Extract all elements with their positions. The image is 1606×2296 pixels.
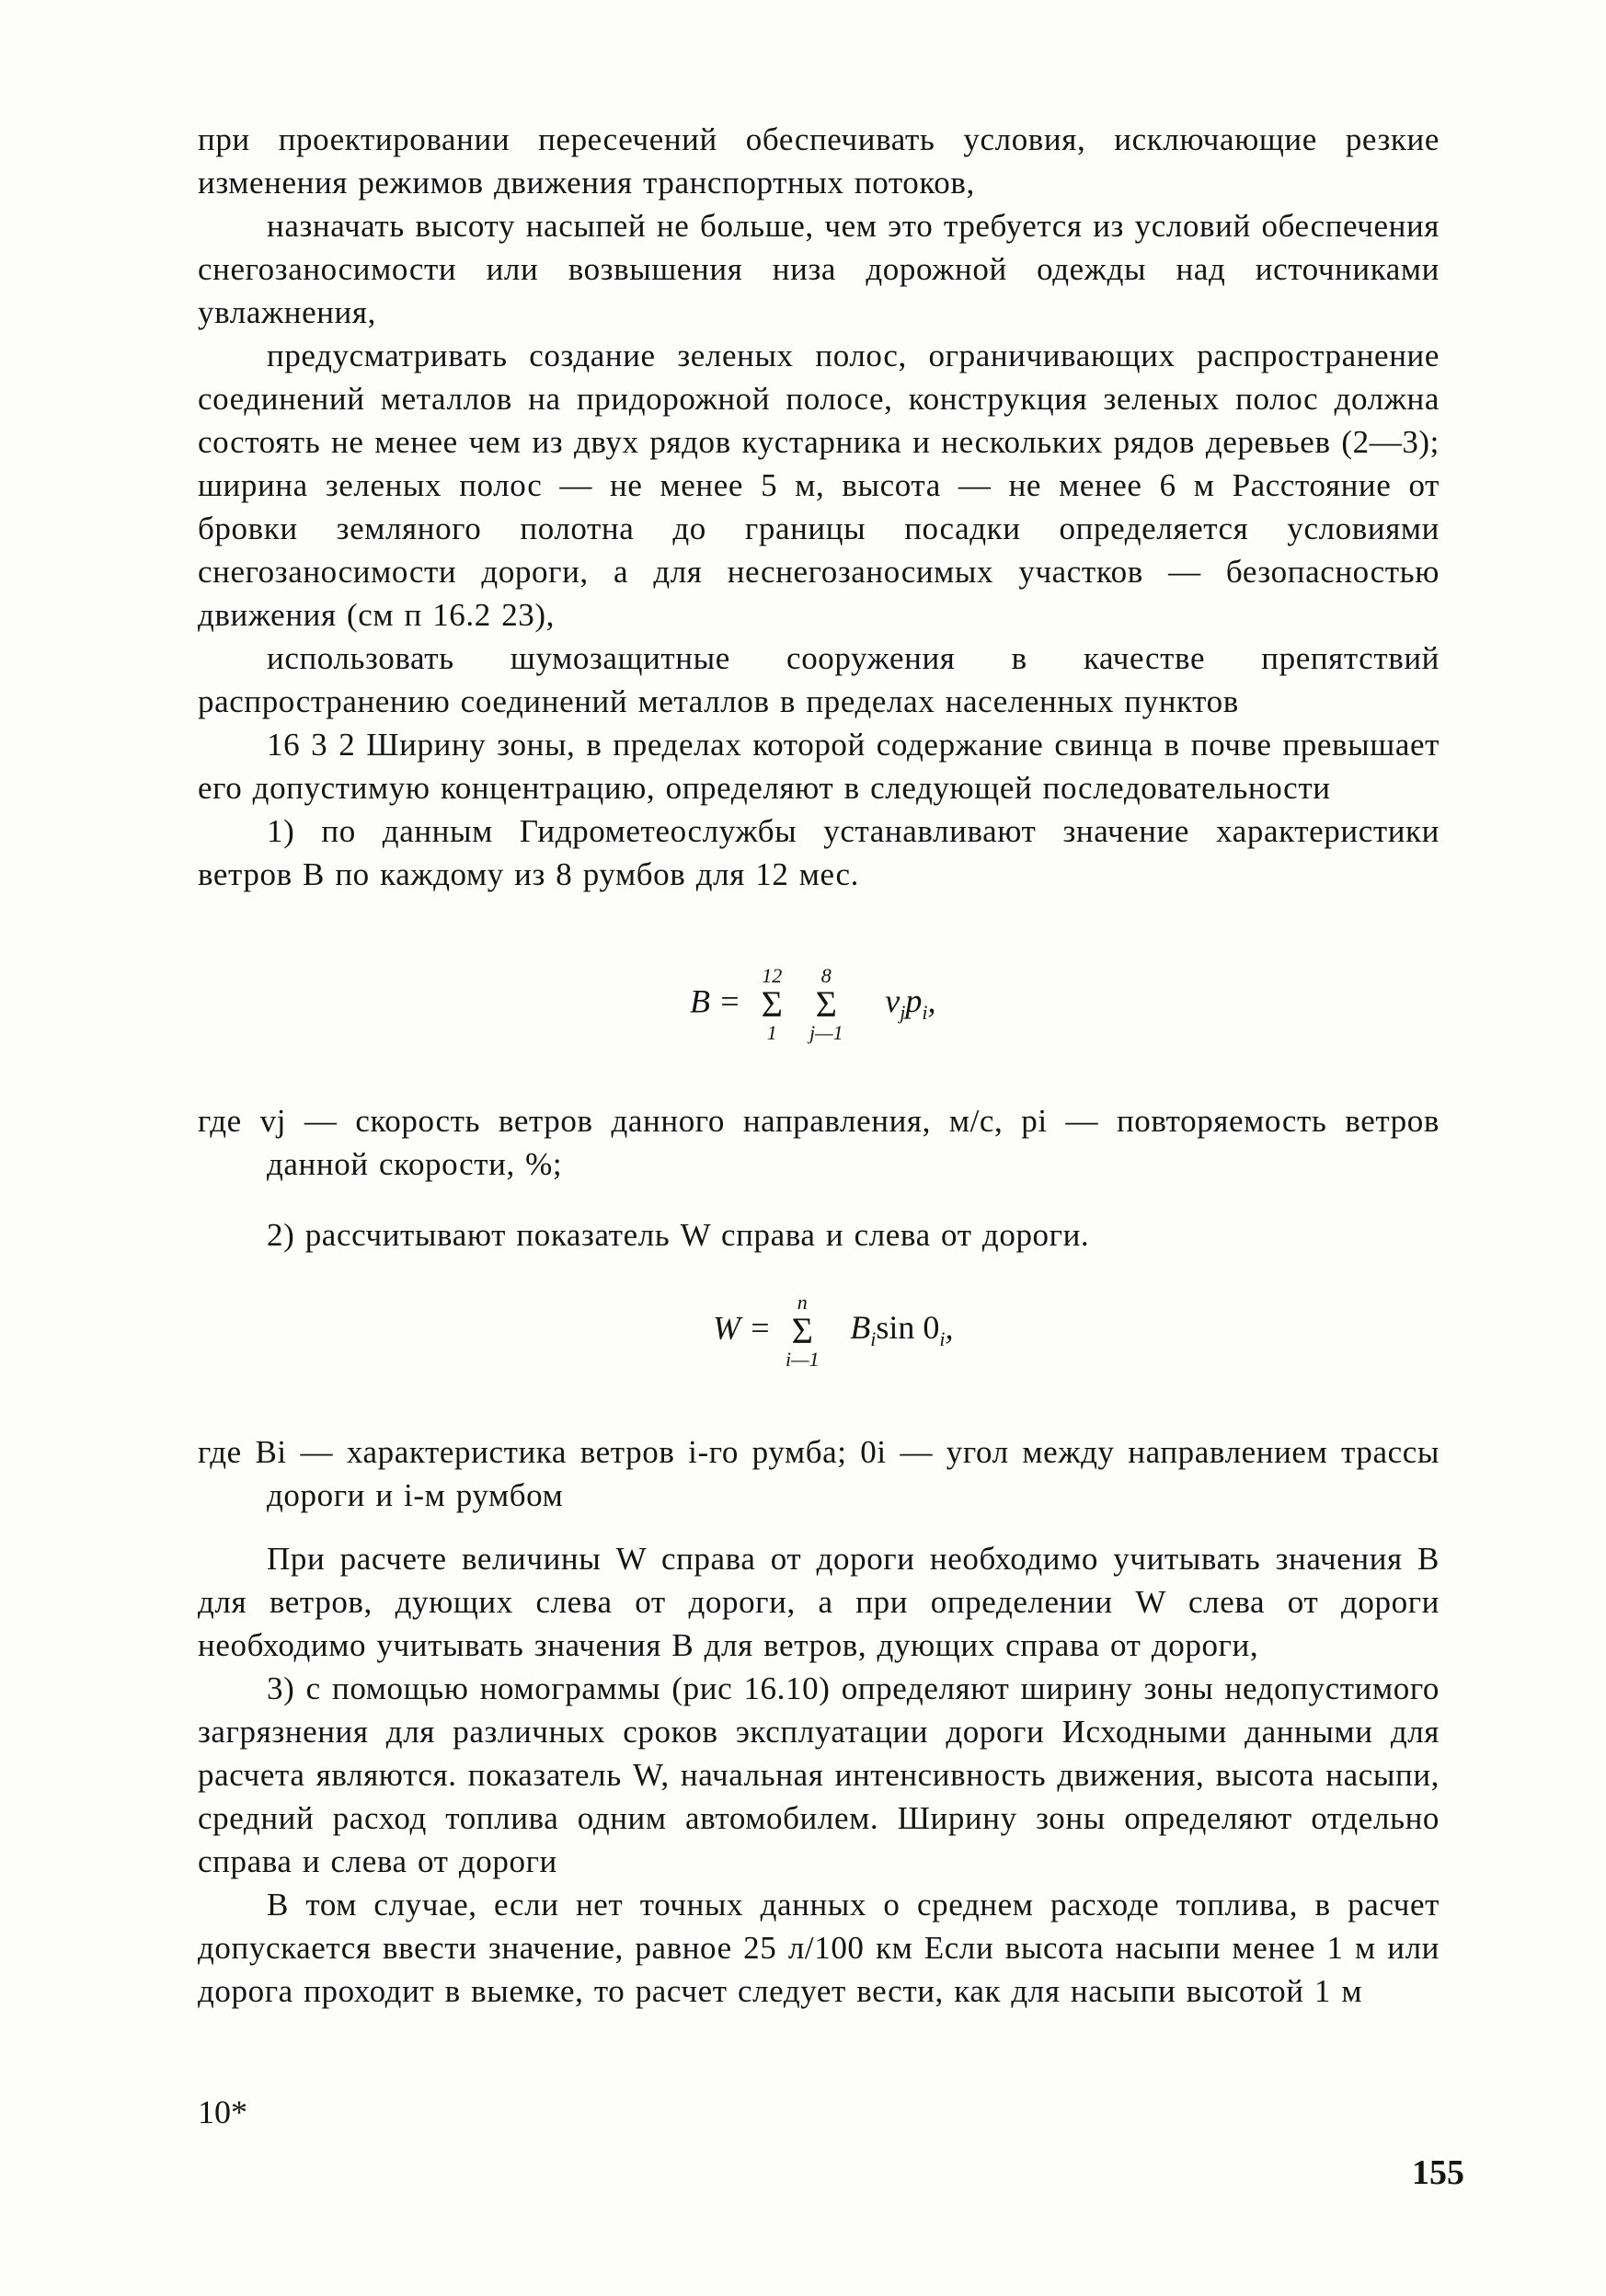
paragraph: при проектировании пересечений обеспечивать условия, исключающие резкие изменения режимов движения транспортных потоков, xyxy=(198,121,1440,201)
sum-upper-limit: 12 xyxy=(762,964,783,987)
sum-lower-limit: i—1 xyxy=(785,1348,820,1371)
paragraph: При расчете величины W справа от дороги необходимо учитывать значения B для ветров, дующих слева от дороги, а при определении W слева от дороги необходимо учитывать значения B для ветров, дующих справа от дороги, xyxy=(198,1541,1440,1663)
formula-term xyxy=(885,982,936,1025)
sigma-icon: Σ xyxy=(761,983,783,1025)
formula-lhs: W = xyxy=(713,1309,772,1347)
paragraph: 2) рассчитывают показатель W справа и слева от дороги. xyxy=(267,1217,1090,1253)
where-clause: где vj — скорость ветров данного направления, м/с, pi — повторяемость ветров данной скорости, %; xyxy=(198,1103,1440,1182)
paragraph: 16 3 2 Ширину зоны, в пределах которой содержание свинца в почве превышает его допустимую концентрацию, определяют в следующей последовательности xyxy=(198,727,1440,806)
term-sub: i xyxy=(939,1327,946,1351)
term-tail: , xyxy=(927,982,936,1020)
formula-lhs: B = xyxy=(690,982,741,1020)
paragraph: В том случае, если нет точных данных о среднем расходе топлива, в расчет допускается ввести значение, равное 25 л/100 км Если высота насыпи менее 1 м или дорога проходит в выемке, то расчет следует вести, как для насыпи высотой 1 м xyxy=(198,1887,1440,2009)
formula-w xyxy=(713,1292,954,1370)
paragraph: предусматривать создание зеленых полос, ограничивающих распространение соединений металлов на придорожной полосе, конструкция зеленых полос должна состоять не менее чем из двух рядов кустарника и нескольких рядов деревьев (2—3); ширина зеленых полос — не менее 5 м, высота — не менее 6 м Расстояние от бровки земляного полотна до границы посадки определяется условиями снегозаносимости дороги, а для неснегозаносимых участков — безопасностью движения (см п 16.2 23), xyxy=(198,338,1440,633)
sigma-icon: Σ xyxy=(791,1310,813,1351)
sum-lower-limit: 1 xyxy=(766,1021,777,1044)
where-clause: где Bi — характеристика ветров i-го румба; 0i — угол между направлением трассы дороги и i-м румбом xyxy=(198,1434,1440,1513)
sum-symbol xyxy=(779,1292,825,1370)
page-number: 155 xyxy=(1412,2153,1464,2192)
term-tail: , xyxy=(945,1309,954,1347)
term-func: sin 0 xyxy=(876,1309,940,1347)
term-v: v xyxy=(885,982,901,1020)
text-block-bottom xyxy=(198,1430,1440,2013)
formula-term xyxy=(850,1309,954,1351)
sum-symbol xyxy=(749,966,795,1043)
footnote-marker: 10* xyxy=(198,2094,247,2130)
term-sub: i xyxy=(922,1001,928,1025)
paragraph: назначать высоту насыпей не больше, чем это требуется из условий обеспечения снегозаносимости или возвышения низа дорожной одежды над источниками увлажнения, xyxy=(198,208,1440,330)
term-sub: j xyxy=(900,1001,906,1025)
paragraph: использовать шумозащитные сооружения в качестве препятствий распространению соединений металлов в пределах населенных пунктов xyxy=(198,640,1440,719)
sum-upper-limit: n xyxy=(797,1291,808,1314)
term-sub: i xyxy=(870,1327,877,1351)
sum-lower-limit: j—1 xyxy=(809,1021,843,1044)
sigma-icon: Σ xyxy=(815,983,837,1025)
sum-symbol xyxy=(803,966,849,1043)
text-block-middle xyxy=(198,1099,1440,1257)
sum-upper-limit: 8 xyxy=(820,964,832,987)
term-p: p xyxy=(905,982,923,1020)
paragraph: 3) с помощью номограммы (рис 16.10) определяют ширину зоны недопустимого загрязнения для различных сроков эксплуатации дороги Исходными данными для расчета являются. показатель W, начальная интенсивность движения, высота насыпи, средний расход топлива одним автомобилем. Ширину зоны определяют отдельно справа и слева от дороги xyxy=(198,1670,1440,1879)
text-block-top xyxy=(198,118,1440,896)
term-b: B xyxy=(850,1309,871,1347)
formula-b xyxy=(690,966,936,1043)
paragraph: 1) по данным Гидрометеослужбы устанавливают значение характеристики ветров B по каждому из 8 румбов для 12 мес. xyxy=(198,813,1440,892)
